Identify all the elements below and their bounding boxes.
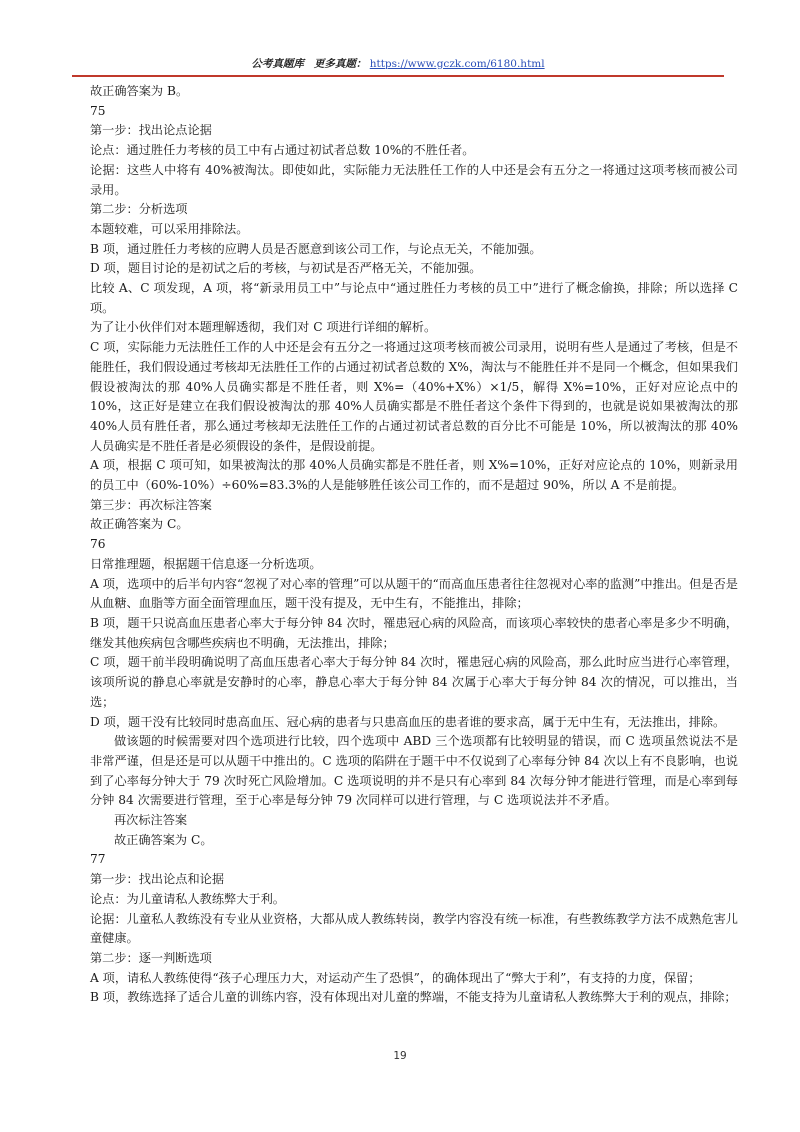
step-heading: 第一步：找出论点论据 — [90, 123, 212, 138]
paragraph: 论据：儿童私人教练没有专业从业资格，大都从成人教练转岗，教学内容没有统一标准，有些教练教学方法不成熟危害儿童健康。 — [90, 911, 738, 946]
paragraph: 做该题的时候需要对四个选项进行比较，四个选项中 ABD 三个选项都有比较明显的错误，而 C 选项虽然说法不是非常严谨，但是还是可以从题干中推出的。C 选项的陷阱在于题干中不仅说到了心率每分钟 84 次以上有不良影响，也说到了心率每分钟大于 79 次时死亡风险增加。C 选项说明的并不是只有心率到 84 次每分钟才能进行管理，而是心率到每分钟 84 次需要进行管理，至于心率是每分钟 79 次同样可以进行管理，与 C 选项说法并不矛盾。 — [90, 734, 738, 808]
answer-line: 故正确答案为 B。 — [90, 84, 189, 98]
paragraph: C 项，题干前半段明确说明了高血压患者心率大于每分钟 84 次时，罹患冠心病的风险高，那么此时应当进行心率管理，该项所说的静息心率就是安静时的心率，静息心率大于每分钟 84 次属于心率大于每分钟 84 次的情况，可以推出，当选； — [90, 655, 738, 709]
header-divider — [72, 75, 724, 77]
header-link[interactable]: https://www.gczk.com/6180.html — [369, 58, 545, 70]
paragraph: 日常推理题，根据题干信息逐一分析选项。 — [90, 556, 322, 571]
paragraph: 本题较难，可以采用排除法。 — [90, 221, 249, 236]
paragraph: A 项，根据 C 项可知，如果被淘汰的那 40%人员确实都是不胜任者，则 X%=10%，正好对应论点的 10%，则新录用的员工中（60%-10%）÷60%=83.3%的人是能够胜任该公司工作的，而不是超过 90%，所以 A 不是前提。 — [90, 458, 738, 493]
step-heading: 第一步：找出论点和论据 — [90, 872, 225, 887]
paragraph: A 项，请私人教练使得“孩子心理压力大，对运动产生了恐惧”，的确体现出了“弊大于利”，有支持的力度，保留； — [90, 970, 701, 985]
page-header — [72, 56, 724, 77]
paragraph: C 项，实际能力无法胜任工作的人中还是会有五分之一将通过这项考核而被公司录用，说明有些人是通过了考核，但是不能胜任，我们假设通过考核却无法胜任工作的占通过初试者总数的 X%，淘汰与不能胜任并不是同一个概念，但如果我们假设被淘汰的那 40%人员确实都是不胜任者，则 X%=（40%+X%）×1/5，解得 X%=10%，正好对应论点中的 10%，这正好是建立在我们假设被淘汰的那 40%人员确实都是不胜任者这个条件下得到的，也就是说如果被淘汰的那 40%人员有胜任者，那么通过考核却无法胜任工作的占通过初试者总数的百分比不可能是 10%，所以被淘汰的那 40%人员确实是不胜任者是必须假设的条件，是假设前提。 — [90, 340, 738, 453]
step-heading: 第三步：再次标注答案 — [90, 497, 212, 512]
body-text — [90, 82, 738, 1008]
paragraph: B 项，通过胜任力考核的应聘人员是否愿意到该公司工作，与论点无关，不能加强。 — [90, 241, 542, 256]
step-heading: 再次标注答案 — [114, 813, 188, 828]
paragraph: D 项，题目讨论的是初试之后的考核，与初试是否严格无关，不能加强。 — [90, 261, 482, 276]
question-number: 76 — [90, 537, 106, 552]
paragraph: 论据：这些人中将有 40%被淘汰。即使如此，实际能力无法胜任工作的人中还是会有五分之一将通过这项考核而被公司录用。 — [90, 162, 738, 197]
page-number: 19 — [393, 1050, 407, 1062]
paragraph: 为了让小伙伴们对本题理解透彻，我们对 C 项进行详细的解析。 — [90, 320, 437, 335]
paragraph: D 项，题干没有比较同时患高血压、冠心病的患者与只患高血压的患者谁的要求高，属于无中生有，无法推出，排除。 — [90, 714, 726, 729]
paragraph: 论点：通过胜任力考核的员工中有占通过初试者总数 10%的不胜任者。 — [90, 143, 475, 158]
paragraph: 比较 A、C 项发现，A 项，将“新录用员工中”与论点中“通过胜任力考核的员工中”进行了概念偷换，排除；所以选择 C 项。 — [90, 281, 738, 315]
header-site-name: 公考真题库 — [251, 58, 304, 70]
answer-line: 故正确答案为 C。 — [90, 517, 189, 532]
paragraph: A 项，选项中的后半句内容“忽视了对心率的管理”可以从题干的“而高血压患者往往忽视对心率的监测”中推出。但是否是从血糖、血脂等方面全面管理血压，题干没有提及，无中生有，不能推出，排除； — [90, 576, 738, 611]
paragraph: 论点：为儿童请私人教练弊大于利。 — [90, 891, 285, 906]
answer-line: 故正确答案为 C。 — [114, 832, 213, 847]
question-number: 75 — [90, 103, 106, 118]
step-heading: 第二步：逐一判断选项 — [90, 950, 212, 965]
step-heading: 第二步：分析选项 — [90, 202, 188, 217]
question-number: 77 — [90, 852, 106, 867]
header-label: 更多真题： — [313, 58, 367, 70]
paragraph: B 项，教练选择了适合儿童的训练内容，没有体现出对儿童的弊端，不能支持为儿童请私人教练弊大于利的观点，排除； — [90, 990, 737, 1005]
paragraph: B 项，题干只说高血压患者心率大于每分钟 84 次时，罹患冠心病的风险高，而该项心率较快的患者心率是多少不明确，继发其他疾病包含哪些疾病也不明确，无法推出，排除； — [90, 615, 738, 650]
